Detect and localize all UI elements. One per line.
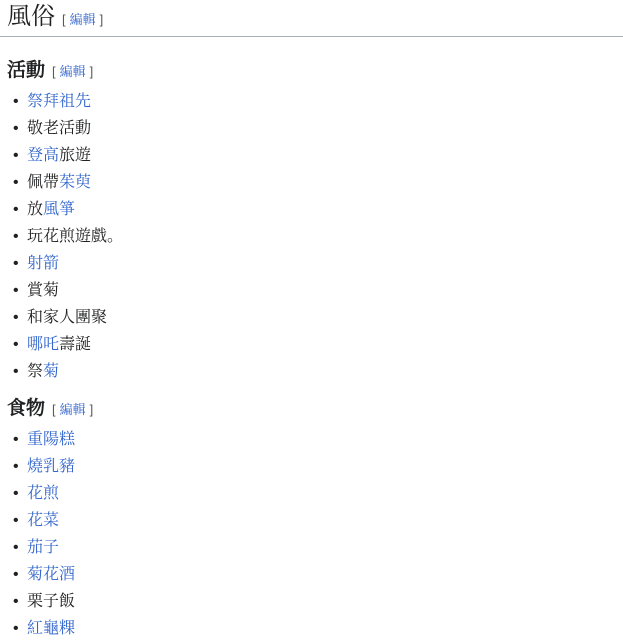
list-item <box>0 480 623 507</box>
list-item <box>0 88 623 115</box>
list-item <box>0 426 623 453</box>
section-title-food: 食物 <box>7 398 46 419</box>
list-item <box>0 304 623 331</box>
plain-text: 玩花煎遊戲。 <box>27 228 124 245</box>
wiki-link[interactable]: 風箏 <box>43 201 76 218</box>
list-item <box>0 277 623 304</box>
plain-text: 壽誕 <box>59 336 92 353</box>
list-item <box>0 169 623 196</box>
edit-bracket-close: ] <box>99 12 104 27</box>
food-list <box>0 426 623 642</box>
wiki-link[interactable]: 重陽糕 <box>27 431 76 448</box>
wiki-link[interactable]: 菊花酒 <box>27 566 76 583</box>
list-item <box>0 507 623 534</box>
list-item <box>0 331 623 358</box>
wiki-link[interactable]: 燒乳豬 <box>27 458 76 475</box>
section-heading-activities <box>0 61 623 82</box>
plain-text: 敬老活動 <box>27 120 92 137</box>
wiki-link[interactable]: 哪吒 <box>27 336 60 353</box>
edit-section-activities <box>52 64 93 79</box>
list-item <box>0 223 623 250</box>
plain-text: 放 <box>27 201 44 218</box>
plain-text: 和家人團聚 <box>27 309 108 326</box>
list-item <box>0 250 623 277</box>
section-heading-customs <box>0 0 623 37</box>
edit-bracket-open: [ <box>62 12 66 27</box>
edit-bracket-close: ] <box>89 64 94 79</box>
edit-bracket-open: [ <box>52 402 56 417</box>
list-item <box>0 561 623 588</box>
list-item <box>0 196 623 223</box>
edit-link[interactable]: 編輯 <box>59 402 86 417</box>
list-item <box>0 588 623 615</box>
plain-text: 賞菊 <box>27 282 60 299</box>
edit-section-customs <box>62 12 103 27</box>
plain-text: 旅遊 <box>59 147 92 164</box>
wiki-link[interactable]: 花菜 <box>27 512 60 529</box>
plain-text: 祭 <box>27 363 44 380</box>
edit-link[interactable]: 編輯 <box>69 12 96 27</box>
wiki-link[interactable]: 花煎 <box>27 485 60 502</box>
list-item <box>0 115 623 142</box>
plain-text: 佩帶 <box>27 174 60 191</box>
plain-text: 栗子飯 <box>27 593 76 610</box>
section-title-activities: 活動 <box>7 60 46 81</box>
edit-section-food <box>52 402 93 417</box>
wiki-link[interactable]: 菊 <box>43 363 60 380</box>
list-item <box>0 615 623 642</box>
edit-bracket-open: [ <box>52 64 56 79</box>
edit-link[interactable]: 編輯 <box>59 64 86 79</box>
list-item <box>0 453 623 480</box>
wiki-link[interactable]: 茄子 <box>27 539 60 556</box>
list-item <box>0 534 623 561</box>
wiki-link[interactable]: 茱萸 <box>59 174 92 191</box>
wiki-link[interactable]: 紅龜粿 <box>27 620 76 637</box>
edit-bracket-close: ] <box>89 402 94 417</box>
wiki-link[interactable]: 射箭 <box>27 255 60 272</box>
section-heading-food <box>0 399 623 420</box>
section-title-customs: 風俗 <box>7 3 55 30</box>
activities-list <box>0 88 623 385</box>
wiki-link[interactable]: 登高 <box>27 147 60 164</box>
list-item <box>0 358 623 385</box>
wiki-link[interactable]: 祭拜祖先 <box>27 93 92 110</box>
list-item <box>0 142 623 169</box>
